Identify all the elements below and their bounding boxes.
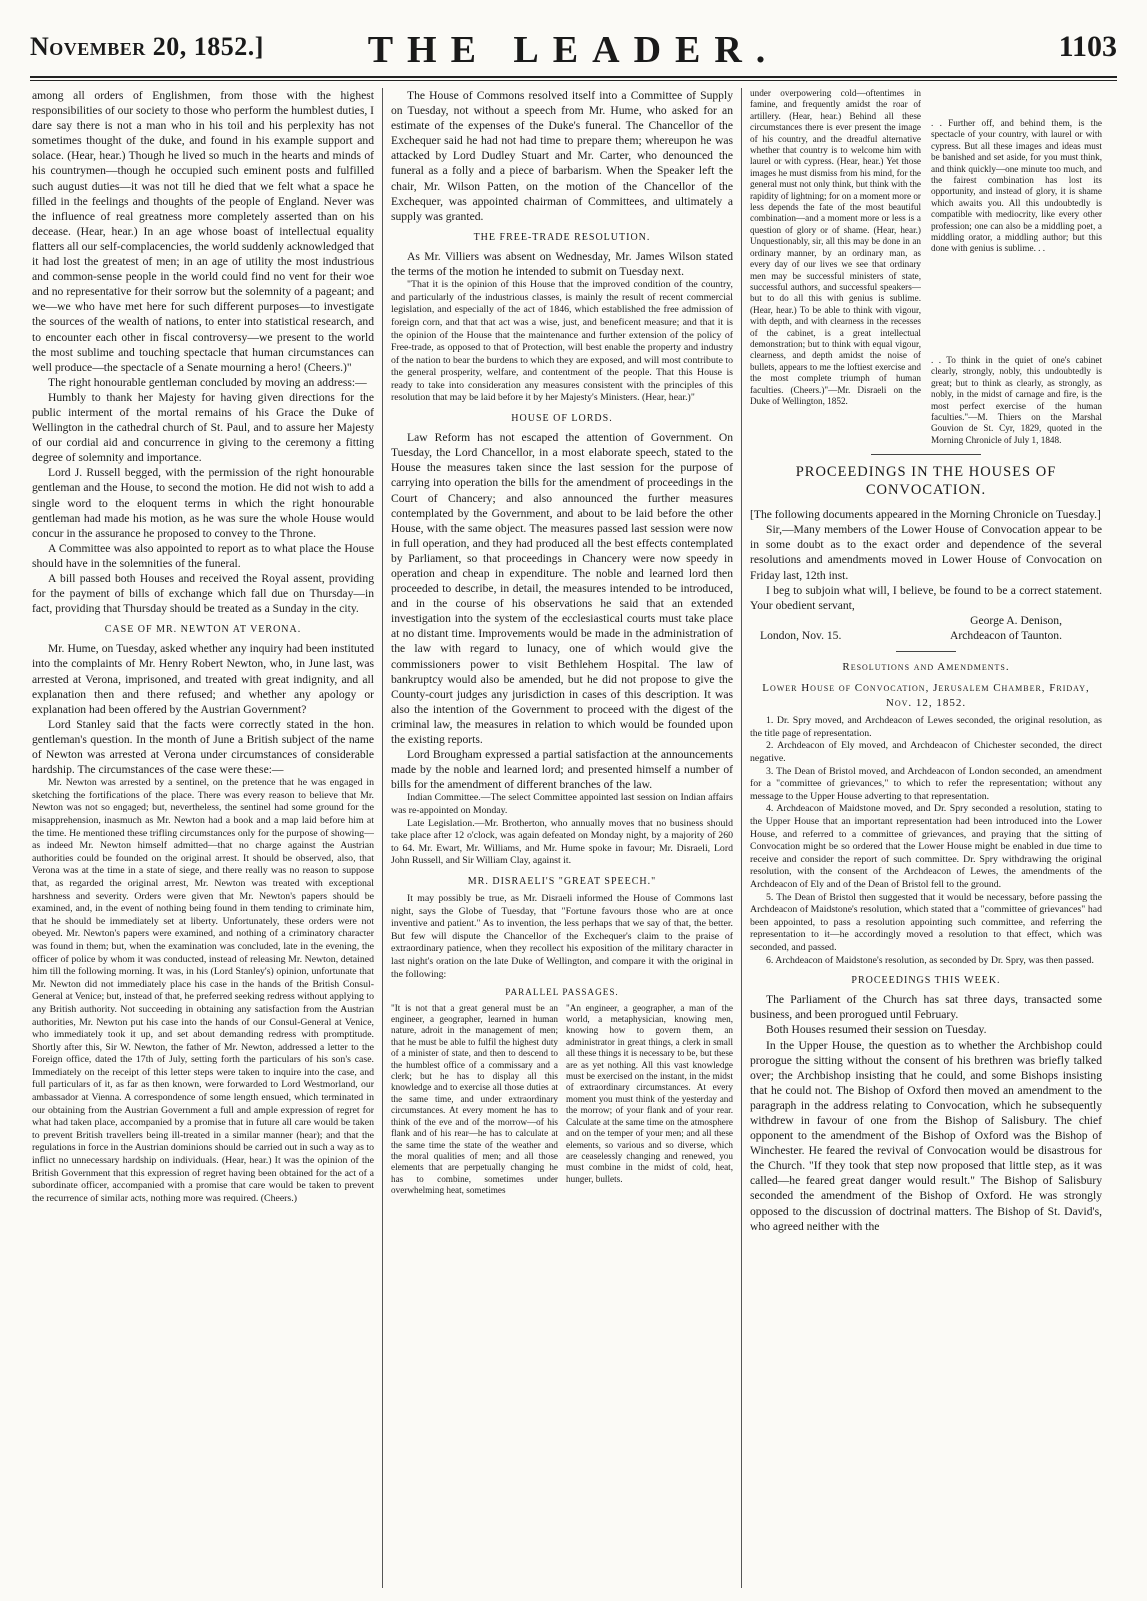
header-rule <box>30 76 1117 78</box>
paragraph: The House of Commons resolved itself into a Committee of Supply on Tuesday, not without a speech from Mr. Hume, who asked for an estimate of the expenses of the Duke's funeral. The Chancellor of the Exchequer said he had not had time to prepare them; whereupon he was attacked by Lord Dudley Stuart and Mr. Carter, who denounced the funeral as a folly and a piece of barbarism. When the Speaker left the chair, Mr. Wilson Patten, on the motion of the Chancellor of the Exchequer, was appointed chairman of Committees, and ultimately a supply was granted. <box>391 89 733 223</box>
section-heading: THE FREE-TRADE RESOLUTION. <box>473 231 651 243</box>
paragraph: Lord Brougham expressed a partial satisfaction at the announcements made by the noble and learned lord; and presented himself a number of bills for the amendment of different branches of the law. <box>391 748 733 792</box>
paragraph: Mr. Hume, on Tuesday, asked whether any inquiry had been instituted into the complaints of Mr. Henry Robert Newton, who, in June last, was arrested at Verona, imprisoned, and treated with great indignity, and all explanation then and there refused; and whether any apology or explanation had been offered by the Austrian Government? <box>32 642 374 716</box>
paragraph: Mr. Newton was arrested by a sentinel, on the pretence that he was engaged in sketching the fortifications of the place. There was every reason to believe that Mr. Newton was not so engaged; but, nevertheless, the sentinel had some ground for the misapprehension, inasmuch as Mr. Newton had a book and a map laid before him at the time. He mentioned these trifling circumstances only for the purpose of showing—as indeed Mr. Newton himself admitted—that no charge against the Austrian authorities could be founded on the original arrest. It should be observed, also, that Verona was at the time in a state of siege, and there really was no reason to suppose that, as regarded the original arrest, Mr. Newton was treated with exceptional harshness and severity. Orders were given that Mr. Newton's papers should be examined, and, in the event of nothing being found in them tending to criminate him, that he should be immediately set at liberty. Unfortunately, these orders were not obeyed. Mr. Newton's papers were examined, and nothing of a criminatory character was found in them; but, when the examination was concluded, late in the evening, the officer of police by whom it was conducted, instead of releasing Mr. Newton, detained him till the following morning. It was, in his (Lord Stanley's) opinion, unfortunate that Mr. Newton did not immediately place his case in the hands of the British Consul-General at Venice; but, instead of that, he preferred seeking redress without applying to any British authority. Not succeeding in obtaining any satisfaction from the Austrian authorities, Mr. Newton put his case into the hands of our Consul-General at Venice, who immediately took it up, and set about demanding redress with promptitude. Shortly after this, Sir W. Newton, the father of Mr. Newton, addressed a letter to the Foreign office, dated the 17th of July, setting forth the particulars of his son's case. Immediately on the receipt of this letter steps were taken to inquire into the case, and full particulars of it, as far as then known, were forwarded to Lord Westmorland, our ambassador at Vienna. A correspondence of some length ensued, which terminated in our obtaining from the Austrian Government a full and ample expression of regret for what had taken place, accompanied by a promise that in future all care would be taken to prevent British travellers being ill-treated in a similar manner (hear); and that the regulations in force in the Austrian dominions should be carried out in such a way as to inflict no unnecessary hardship on individuals. (Hear, hear.) It was the opinion of the British Government that this expression of regret having been obtained for the act of a subordinate officer, accompanied with a promise that care would be taken to prevent the recurrence of similar acts, nothing more was required. (Cheers.) <box>32 777 374 1204</box>
resolution-item: 5. The Dean of Bristol then suggested that it would be necessary, before passing the Archdeacon of Maidstone's resolution, which stated that a "committee of grievances" had been appointed, to pass a resolution appointing such committee, and referring the representation to it—he accordingly moved a resolution to that effect, which was seconded, and passed. <box>750 891 1102 953</box>
column-divider <box>382 88 383 1588</box>
column-1 <box>32 88 374 1588</box>
paragraph: Lord J. Russell begged, with the permission of the right honourable gentleman and the House, to second the motion. He did not wish to add a single word to the eloquent terms in which the right honourable gentleman had made his motion, as he was sure the whole House would concur in the assurance he proposed to convey to the Throne. <box>32 466 374 540</box>
paragraph: Both Houses resumed their session on Tuesday. <box>766 1023 987 1037</box>
paragraph: among all orders of Englishmen, from those with the highest responsibilities of our society to those who perform the humblest duties, I dare say there is not a man who in his toil and his perplexity has not sometimes thought of the duke, and found in his example support and solace. (Hear, hear.) Though he lived so much in the hearts and minds of his countrymen—though he occupied such eminent posts and fulfilled such august duties—it was not till he died that we felt what a space he filled in the feelings and thoughts of the people of England. Never was the influence of real greatness more completely asserted than on his decease. (Hear, hear.) In an age whose boast of intellectual equality flatters all our self-complacencies, the world suddenly acknowledged that it had lost the greatest of men; in an age of utility the most industrious and common-sense people in the world could find no vent for their woe and no representative for their sorrow but the solemnity of a pageant; and we—we who have met here for such different purposes—to investigate the sources of the wealth of nations, to enter into statistical research, and to encounter each other in fiscal controversy—we present to the world the most sublime and touching spectacle that human circumstances can well produce—the spectacle of a Senate mourning a hero! (Cheers.)" <box>32 89 374 374</box>
resolution-item: 2. Archdeacon of Ely moved, and Archdeacon of Chichester seconded, the direct negative. <box>750 740 1102 765</box>
paragraph: A Committee was also appointed to report as to what place the House should have in the solemnities of the funeral. <box>32 541 374 570</box>
column-3 <box>750 88 1102 1588</box>
paragraph: As Mr. Villiers was absent on Wednesday, Mr. James Wilson stated the terms of the motion he intended to submit on Tuesday next. <box>391 249 733 279</box>
page-number: 1103 <box>1058 30 1117 63</box>
section-heading: HOUSE OF LORDS. <box>511 413 613 425</box>
section-heading: PROCEEDINGS THIS WEEK. <box>851 975 1001 987</box>
paragraph: Indian Committee.—The select Committee appointed last session on Indian affairs was re-appointed on Monday. <box>391 792 733 816</box>
passage-thiers-continued <box>931 88 1102 446</box>
divider <box>871 454 981 455</box>
newspaper-title: THE LEADER. <box>367 29 780 71</box>
paragraph: It may possibly be true, as Mr. Disraeli informed the House of Commons last night, says the Globe of Tuesday, that "Fortune favours those who are at once inventive and patient." As to invention, the less perhaps that we say of that, the better. But few will dispute the Chancellor of the Exchequer's claim to the praise of extraordinary patience, when they recollect his exposition of the military character in last night's oration on the late Duke of Wellington, and compare it with the original in the following: <box>391 893 733 980</box>
signature-place: London, Nov. 15. <box>760 628 842 642</box>
paragraph: The right honourable gentleman concluded by moving an address:— <box>48 375 367 389</box>
section-heading: MR. DISRAELI'S "GREAT SPEECH." <box>467 875 657 887</box>
passage-thiers: "An engineer, a geographer, a man of the world, a metaphysician, knowing men, knowing how to govern them, an administrator in great things, a clerk in small all these things it is necessary to be, but these are as yet nothing. All this vast knowledge must be exercised on the instant, in the midst of extraordinary circumstances. At every moment you must think of the yesterday and the morrow; of your flank and of your rear. Calculate at the same time on the atmosphere and on the temper of your men; and all these elements, so various and so diverse, which are ceaselessly changing and renewed, you must combine in the midst of cold, heat, hunger, bullets. <box>566 1002 733 1184</box>
parallel-passages-continued <box>750 88 1102 446</box>
paragraph: Late Legislation.—Mr. Brotherton, who annually moves that no business should take place after 12 o'clock, was again defeated on Monday night, by a majority of 260 to 64. Mr. Ewart, Mr. Williams, and Mr. Hume spoke in favour; Mr. Disraeli, Lord John Russell, and Sir William Clay, against it. <box>391 817 733 867</box>
paragraph: Lord Stanley said that the facts were correctly stated in the hon. gentleman's question. In the month of June a British subject of the name of Newton was arrested at Verona under circumstances of considerable hardship. The circumstances of the case were these:— <box>32 717 374 777</box>
paragraph: A bill passed both Houses and received the Royal assent, providing for the payment of bills of exchange which fall due on Thursday—in fact, providing that Thursday should be treated as a Sunday in the city. <box>32 572 374 616</box>
issue-date: November 20, 1852.] <box>30 32 264 61</box>
header-rule-thin <box>30 80 1117 81</box>
paragraph: Law Reform has not escaped the attention of Government. On Tuesday, the Lord Chancellor, in a most elaborate speech, stated to the House the measures taken since the last session for the purpose of carrying into operation the bills for the amendment of proceedings in the Court of Chancery; and also announced the further measures contemplated by the Government, and about to be laid before the other House, with the same object. The measures passed last session were now in full operation, and they had produced all the best effects contemplated by Parliament, so that proceedings in Chancery were now speedy in operation and cheap in expenditure. The noble and learned lord then proceeded to describe, in detail, the measures intended to be introduced, and in the course of his observations he said that an extended investigation into the system of the ecclesiastical courts must take place at no distant time. Improvements would be made in the administration of the law with regard to lunacy, one of which would give the commissioners power to visit Bethlehem Hospital. The law of bankruptcy would also be amended, but he did not propose to give the County-court judges any jurisdiction in cases of this description. It was also the intention of the Government to proceed with the digest of the criminal law, the measures in relation to which would be founded upon the existing reports. <box>391 431 733 747</box>
section-heading: PARALLEL PASSAGES. <box>505 987 619 998</box>
passage-disraeli-continued: under overpowering cold—oftentimes in famine, and frequently amidst the roar of artillery. (Hear, hear.) Behind all these circumstances there is ever present the image of his country, and the dreadful alternative whether that country is to welcome him with laurel or with cypress. (Hear, hear.) Yet those images he must dismiss from his mind, for the general must not only think, but think with the rapidity of lightning; for on a moment more or less depends the fate of the most beautiful combination—and a moment more or less is a question of glory or of shame. (Hear, hear.) Unquestionably, sir, all this may be done in an ordinary manner, by an ordinary man, as every day of our lives we see that ordinary men may be successful ministers of state, successful authors, and successful speakers—but to do all this with genius is sublime. (Hear, hear.) To be able to think with vigour, with depth, and with clearness in the recesses of the cabinet, is a great intellectual demonstration; but to think with equal vigour, clearness, and depth amidst the noise of bullets, appears to me the loftiest exercise and the most complete triumph of human faculties. (Cheers.)"—Mr. Disraeli on the Duke of Wellington, 1852. <box>750 88 921 406</box>
resolution-item: 1. Dr. Spry moved, and Archdeacon of Lewes seconded, the original resolution, as the title page of representation. <box>750 715 1102 739</box>
paragraph: Sir,—Many members of the Lower House of Convocation appear to be in some doubt as to the exact order and dependence of the several resolutions and amendments moved in Lower House of Convocation on Friday last, 12th inst. <box>750 523 1102 582</box>
signature-line <box>750 628 1102 643</box>
passage-text: . . To think in the quiet of one's cabinet clearly, strongly, nobly, this undoubtedly is great; but to think as clearly, as strongly, as nobly, in the midst of carnage and fire, is the most perfect exercise of the human faculties."—M. Thiers on the Marshal Gouvion de St. Cyr, 1829, quoted in the Morning Chronicle of July 1, 1848. <box>931 354 1102 445</box>
paragraph: [The following documents appeared in the Morning Chronicle on Tuesday.] <box>750 508 1101 522</box>
signature-name: George A. Denison, <box>970 613 1062 627</box>
section-subheading: Lower House of Convocation, Jerusalem Chamber, Friday, Nov. 12, 1852. <box>762 682 1090 710</box>
section-heading: CASE OF MR. NEWTON AT VERONA. <box>104 624 302 636</box>
quoted-resolution: "That it is the opinion of this House that the improved condition of the country, and particularly of the industrious classes, is mainly the result of recent commercial legislation, and especially of the act of 1846, which established the free admission of foreign corn, and that that act was a wise, just, and beneficent measure; and that it is the opinion of the House that the maintenance and further extension of the policy of Free-trade, as opposed to that of Protection, will best enable the property and industry of the nation to bear the burdens to which they are exposed, and will most contribute to the general prosperity, welfare, and contentment of the people. That this House is ready to take into consideration any measures consistent with the principles of this resolution that may be laid before it by her Majesty's Ministers. (Hear, hear.)" <box>391 279 733 404</box>
resolution-item: 3. The Dean of Bristol moved, and Archdeacon of London seconded, an amendment for a "committee of grievances," to which to refer the representation; without any message to the Upper House adverting to that representation. <box>750 765 1102 802</box>
section-heading: Resolutions and Amendments. <box>842 660 1010 673</box>
paragraph: The Parliament of the Church has sat three days, transacted some business, and been prorogued until February. <box>750 993 1102 1022</box>
column-divider <box>741 88 742 1588</box>
paragraph: In the Upper House, the question as to whether the Archbishop could prorogue the sitting without the consent of his brethren was briefly talked over; the Archbishop insisting that he could, and some Bishops insisting that he could not. The Bishop of Oxford then moved an amendment to the paragraph in the address relating to Convocation, which he subsequently withdrew in favour of one from the Bishop of Salisbury. The chief opponent to the amendment of the Bishop of Oxford was the Bishop of Winchester. He feared the revival of Convocation would be disastrous for the Church. "If they took that step now proposed that little step, as it was called—he feared great danger would result." The Bishop of Salisbury seconded the amendment of the Bishop of Oxford. He was strongly opposed to the discussion of doctrinal matters. The Bishop of St. David's, who agreed neither with the <box>750 1038 1102 1233</box>
passage-text: . . Further off, and behind them, is the spectacle of your country, with laurel or with cypress. But all these images and ideas must be banished and set aside, for you must think, and think quickly—one minute too much, and the fairest combination has lost its opportunity, and instead of glory, it is shame which awaits you. All this undoubtedly is compatible with mediocrity, like every other profession; one can also be a middling poet, a middling orator, a middling author; but this done with genius is sublime. . . <box>931 118 1102 254</box>
column-2 <box>391 88 733 1588</box>
resolution-item: 4. Archdeacon of Maidstone moved, and Dr. Spry seconded a resolution, stating to the Upper House that an important representation had been introduced into the Lower House, and referred to a committee of grievances, and praying that the sitting of Convocation might be so ordered that the Lower House might be enabled in due time to receive and consider the report of such committee. Dr. Spry withdrawing the original resolution, with the consent of the Archdeacon of Lewes, the amendments of the Archdeacon of Ely and of the Dean of Bristol fell to the ground. <box>750 803 1102 890</box>
signature-title: Archdeacon of Taunton. <box>950 628 1062 642</box>
masthead <box>30 20 1117 72</box>
paragraph: I beg to subjoin what will, I believe, be found to be a correct statement. Your obedient servant, <box>750 583 1102 612</box>
article-heading: PROCEEDINGS IN THE HOUSES OF CONVOCATION. <box>795 464 1057 499</box>
parallel-passages <box>391 1003 733 1197</box>
passage-disraeli: "It is not that a great general must be an engineer, a geographer, learned in human nature, adroit in the management of men; that he must be able to fulfil the highest duty of a minister of state, and then to descend to the humblest office of a commissary and a clerk; but he has to display all this knowledge and to exercise all those duties at the same time, and under extraordinary circumstances. At every moment he has to think of the eve and of the morrow—of his flank and of his rear—he has to calculate at the same time the state of the weather and the moral qualities of men; and all those elements that are perpetually changing he has to combine, sometimes under overwhelming heat, sometimes <box>391 1002 558 1196</box>
paragraph: Humbly to thank her Majesty for having given directions for the public interment of the mortal remains of his Grace the Duke of Wellington in the cathedral church of St. Paul, and to assure her Majesty of our cordial aid and concurrence in giving to the ceremony a fitting degree of solemnity and importance. <box>32 390 374 465</box>
divider <box>896 651 956 652</box>
resolution-item: 6. Archdeacon of Maidstone's resolution, as seconded by Dr. Spry, was then passed. <box>766 954 1094 966</box>
